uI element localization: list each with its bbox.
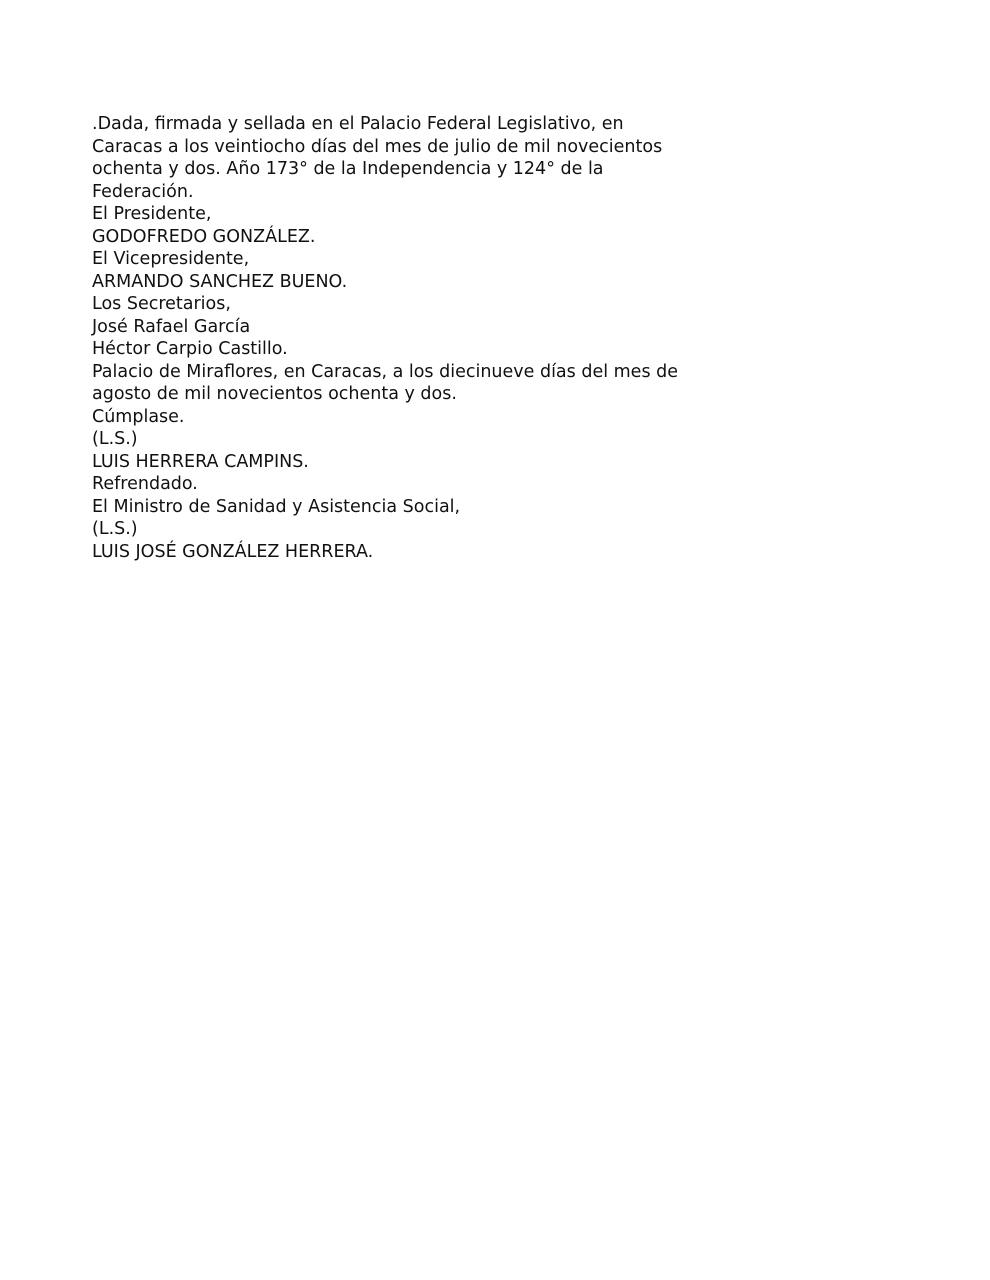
signatory-name: LUIS HERRERA CAMPINS.	[92, 451, 309, 472]
seal-notation: (L.S.)	[92, 429, 138, 449]
signatory-title: El Ministro de Sanidad y Asistencia Social,	[92, 496, 461, 517]
signatory-name: GODOFREDO GONZÁLEZ.	[92, 226, 316, 247]
document-body	[92, 113, 732, 563]
text-line: Federación.	[92, 181, 194, 202]
signatory-title: El Vicepresidente,	[92, 249, 250, 269]
text-line: Cúmplase.	[92, 406, 185, 427]
text-line: Palacio de Miraflores, en Caracas, a los diecinueve días del mes de	[92, 361, 679, 382]
text-line: Caracas a los veintiocho días del mes de julio de mil novecientos	[92, 136, 663, 157]
signatory-name: ARMANDO SANCHEZ BUENO.	[92, 271, 348, 292]
signatory-name: Héctor Carpio Castillo.	[92, 339, 288, 359]
seal-notation: (L.S.)	[92, 519, 138, 539]
text-line: Refrendado.	[92, 474, 198, 494]
signatory-title: El Presidente,	[92, 204, 212, 224]
text-line: ochenta y dos. Año 173° de la Independencia y 124° de la	[92, 159, 604, 179]
signatory-title: Los Secretarios,	[92, 294, 231, 314]
text-line: agosto de mil novecientos ochenta y dos.	[92, 384, 457, 404]
signatory-name: LUIS JOSÉ GONZÁLEZ HERRERA.	[92, 541, 374, 562]
text-line: .Dada, firmada y sellada en el Palacio Federal Legislativo, en	[92, 114, 624, 134]
signatory-name: José Rafael García	[92, 316, 251, 337]
